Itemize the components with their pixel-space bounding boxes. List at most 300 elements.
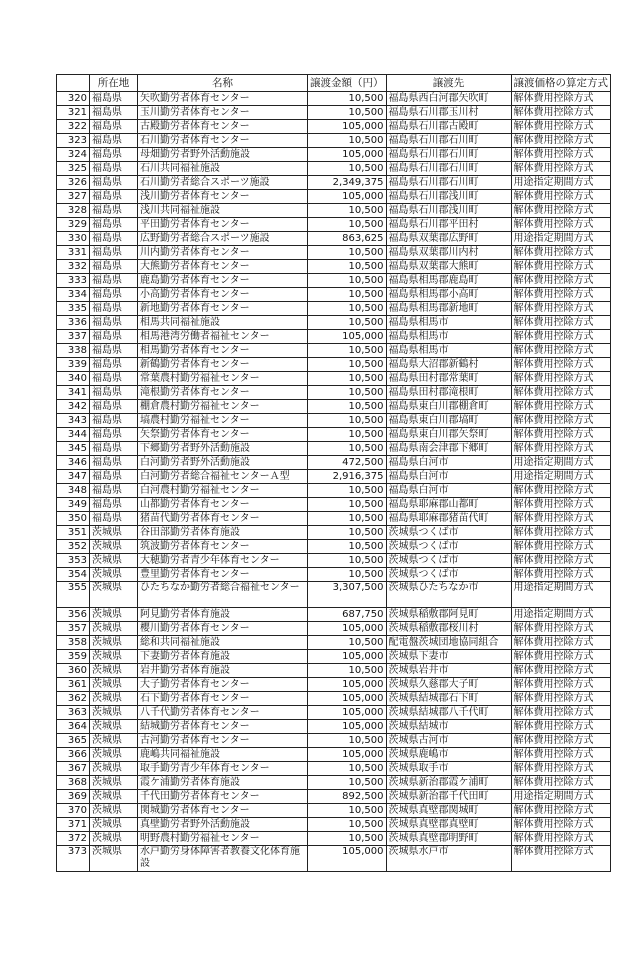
facility-name-cell: 筑波勤労者体育センター: [138, 540, 308, 554]
location-cell: 福島県: [90, 260, 138, 274]
method-cell: 解体費用控除方式: [511, 358, 611, 372]
row-number: 358: [57, 636, 90, 650]
facility-name-cell: 猪苗代勤労者体育センター: [138, 512, 308, 526]
method-cell: 解体費用控除方式: [511, 692, 611, 706]
amount-cell: 10,500: [308, 372, 387, 386]
method-cell: 解体費用控除方式: [511, 484, 611, 498]
amount-cell: 10,500: [308, 568, 387, 582]
recipient-cell: 茨城県ひたちなか市: [386, 582, 511, 608]
recipient-cell: 福島県石川郡石川町: [386, 176, 511, 190]
table-row: [57, 344, 611, 358]
method-cell: 解体費用控除方式: [511, 372, 611, 386]
row-number: 360: [57, 664, 90, 678]
method-cell: 解体費用控除方式: [511, 512, 611, 526]
table-row: [57, 358, 611, 372]
table-body: [57, 92, 611, 872]
recipient-cell: 茨城県つくば市: [386, 568, 511, 582]
header-method: 譲渡価格の算定方式: [511, 75, 611, 92]
table-row: [57, 846, 611, 872]
location-cell: 茨城県: [90, 818, 138, 832]
header-row: [57, 75, 611, 92]
amount-cell: 105,000: [308, 678, 387, 692]
table-row: [57, 148, 611, 162]
location-cell: 茨城県: [90, 608, 138, 622]
row-number: 368: [57, 776, 90, 790]
recipient-cell: 福島県相馬郡小高町: [386, 288, 511, 302]
table-row: [57, 106, 611, 120]
amount-cell: 10,500: [308, 246, 387, 260]
table-row: [57, 622, 611, 636]
table-row: [57, 218, 611, 232]
facility-name-cell: 滝根勤労者体育センター: [138, 386, 308, 400]
method-cell: 解体費用控除方式: [511, 734, 611, 748]
method-cell: 解体費用控除方式: [511, 260, 611, 274]
location-cell: 福島県: [90, 358, 138, 372]
recipient-cell: 福島県石川郡浅川町: [386, 204, 511, 218]
facility-name-cell: 総和共同福祉施設: [138, 636, 308, 650]
recipient-cell: 福島県東白川郡塙町: [386, 414, 511, 428]
recipient-cell: 福島県相馬郡新地町: [386, 302, 511, 316]
recipient-cell: 福島県石川郡浅川町: [386, 190, 511, 204]
amount-cell: 863,625: [308, 232, 387, 246]
facility-name-cell: 下妻勤労者体育施設: [138, 650, 308, 664]
method-cell: 解体費用控除方式: [511, 540, 611, 554]
method-cell: 解体費用控除方式: [511, 554, 611, 568]
facility-name-cell: 相馬勤労者体育センター: [138, 344, 308, 358]
amount-cell: 10,500: [308, 484, 387, 498]
method-cell: 解体費用控除方式: [511, 414, 611, 428]
facility-name-cell: 大子勤労者体育センター: [138, 678, 308, 692]
recipient-cell: 福島県東白川郡矢祭町: [386, 428, 511, 442]
row-number: 330: [57, 232, 90, 246]
row-number: 340: [57, 372, 90, 386]
amount-cell: 105,000: [308, 692, 387, 706]
method-cell: 解体費用控除方式: [511, 636, 611, 650]
location-cell: 福島県: [90, 414, 138, 428]
table-row: [57, 274, 611, 288]
amount-cell: 105,000: [308, 148, 387, 162]
row-number: 338: [57, 344, 90, 358]
location-cell: 福島県: [90, 162, 138, 176]
method-cell: 解体費用控除方式: [511, 92, 611, 106]
amount-cell: 10,500: [308, 512, 387, 526]
row-number: 364: [57, 720, 90, 734]
row-number: 335: [57, 302, 90, 316]
method-cell: 解体費用控除方式: [511, 134, 611, 148]
table-row: [57, 232, 611, 246]
row-number: 353: [57, 554, 90, 568]
header-recipient: 譲渡先: [386, 75, 511, 92]
facility-name-cell: 千代田勤労者体育センター: [138, 790, 308, 804]
method-cell: 解体費用控除方式: [511, 204, 611, 218]
facility-name-cell: 棚倉農村勤労福祉センター: [138, 400, 308, 414]
method-cell: 解体費用控除方式: [511, 274, 611, 288]
recipient-cell: 茨城県真壁郡明野町: [386, 832, 511, 846]
amount-cell: 10,500: [308, 762, 387, 776]
location-cell: 福島県: [90, 428, 138, 442]
recipient-cell: 茨城県真壁郡真壁町: [386, 818, 511, 832]
table-row: [57, 176, 611, 190]
location-cell: 茨城県: [90, 554, 138, 568]
location-cell: 茨城県: [90, 790, 138, 804]
location-cell: 茨城県: [90, 748, 138, 762]
method-cell: 解体費用控除方式: [511, 400, 611, 414]
table-row: [57, 162, 611, 176]
recipient-cell: 茨城県久慈郡大子町: [386, 678, 511, 692]
recipient-cell: 福島県双葉郡大熊町: [386, 260, 511, 274]
table-row: [57, 720, 611, 734]
table-row: [57, 608, 611, 622]
method-cell: 解体費用控除方式: [511, 804, 611, 818]
recipient-cell: 茨城県つくば市: [386, 554, 511, 568]
table-row: [57, 762, 611, 776]
table-row: [57, 414, 611, 428]
recipient-cell: 福島県相馬市: [386, 330, 511, 344]
facility-name-cell: 石下勤労者体育センター: [138, 692, 308, 706]
method-cell: 解体費用控除方式: [511, 218, 611, 232]
row-number: 337: [57, 330, 90, 344]
table-row: [57, 692, 611, 706]
amount-cell: 10,500: [308, 804, 387, 818]
row-number: 333: [57, 274, 90, 288]
amount-cell: 10,500: [308, 92, 387, 106]
row-number: 327: [57, 190, 90, 204]
amount-cell: 10,500: [308, 818, 387, 832]
row-number: 357: [57, 622, 90, 636]
method-cell: 解体費用控除方式: [511, 162, 611, 176]
table-row: [57, 678, 611, 692]
header-amount: 譲渡金額（円）: [308, 75, 387, 92]
table-row: [57, 428, 611, 442]
amount-cell: 10,500: [308, 302, 387, 316]
facility-name-cell: 八千代勤労者体育センター: [138, 706, 308, 720]
recipient-cell: 茨城県稲敷郡桜川村: [386, 622, 511, 636]
facility-name-cell: 石川共同福祉施設: [138, 162, 308, 176]
method-cell: 解体費用控除方式: [511, 246, 611, 260]
method-cell: 解体費用控除方式: [511, 818, 611, 832]
facility-name-cell: 阿見勤労者体育施設: [138, 608, 308, 622]
row-number: 354: [57, 568, 90, 582]
recipient-cell: 茨城県結城郡八千代町: [386, 706, 511, 720]
row-number: 352: [57, 540, 90, 554]
amount-cell: 2,916,375: [308, 470, 387, 484]
method-cell: 解体費用控除方式: [511, 678, 611, 692]
recipient-cell: 福島県石川郡玉川村: [386, 106, 511, 120]
recipient-cell: 福島県石川郡古殿町: [386, 120, 511, 134]
recipient-cell: 福島県東白川郡棚倉町: [386, 400, 511, 414]
recipient-cell: 茨城県結城市: [386, 720, 511, 734]
location-cell: 茨城県: [90, 720, 138, 734]
location-cell: 茨城県: [90, 776, 138, 790]
facility-name-cell: 川内勤労者体育センター: [138, 246, 308, 260]
facility-name-cell: 関城勤労者体育センター: [138, 804, 308, 818]
recipient-cell: 福島県石川郡石川町: [386, 148, 511, 162]
amount-cell: 10,500: [308, 442, 387, 456]
recipient-cell: 福島県大沼郡新鶴村: [386, 358, 511, 372]
row-number: 348: [57, 484, 90, 498]
row-number: 329: [57, 218, 90, 232]
facility-name-cell: 霞ケ浦勤労者体育施設: [138, 776, 308, 790]
method-cell: 解体費用控除方式: [511, 748, 611, 762]
facility-name-cell: 白河農村勤労福祉センター: [138, 484, 308, 498]
recipient-cell: 福島県石川郡石川町: [386, 134, 511, 148]
amount-cell: 105,000: [308, 650, 387, 664]
table-row: [57, 790, 611, 804]
row-number: 332: [57, 260, 90, 274]
location-cell: 福島県: [90, 120, 138, 134]
row-number: 323: [57, 134, 90, 148]
row-number: 355: [57, 582, 90, 608]
row-number: 349: [57, 498, 90, 512]
recipient-cell: 福島県南会津郡下郷町: [386, 442, 511, 456]
facility-name-cell: 谷田部勤労者体育施設: [138, 526, 308, 540]
facility-name-cell: 広野勤労者総合スポーツ施設: [138, 232, 308, 246]
row-number: 321: [57, 106, 90, 120]
method-cell: 用途指定期間方式: [511, 790, 611, 804]
location-cell: 茨城県: [90, 636, 138, 650]
method-cell: 解体費用控除方式: [511, 344, 611, 358]
location-cell: 福島県: [90, 372, 138, 386]
row-number: 324: [57, 148, 90, 162]
location-cell: 茨城県: [90, 762, 138, 776]
table-row: [57, 316, 611, 330]
table-row: [57, 706, 611, 720]
table-row: [57, 330, 611, 344]
recipient-cell: 福島県白河市: [386, 456, 511, 470]
row-number: 346: [57, 456, 90, 470]
method-cell: 解体費用控除方式: [511, 442, 611, 456]
row-number: 345: [57, 442, 90, 456]
amount-cell: 10,500: [308, 106, 387, 120]
amount-cell: 10,500: [308, 274, 387, 288]
location-cell: 福島県: [90, 330, 138, 344]
location-cell: 福島県: [90, 190, 138, 204]
table-row: [57, 498, 611, 512]
location-cell: 福島県: [90, 204, 138, 218]
amount-cell: 105,000: [308, 846, 387, 872]
table-row: [57, 582, 611, 608]
facility-name-cell: 塙農村勤労福祉センター: [138, 414, 308, 428]
row-number: 320: [57, 92, 90, 106]
method-cell: 用途指定期間方式: [511, 456, 611, 470]
recipient-cell: 茨城県古河市: [386, 734, 511, 748]
table-row: [57, 134, 611, 148]
location-cell: 福島県: [90, 400, 138, 414]
recipient-cell: 福島県相馬郡鹿島町: [386, 274, 511, 288]
method-cell: 解体費用控除方式: [511, 832, 611, 846]
row-number: 351: [57, 526, 90, 540]
method-cell: 解体費用控除方式: [511, 650, 611, 664]
table-row: [57, 190, 611, 204]
location-cell: 福島県: [90, 442, 138, 456]
row-number: 372: [57, 832, 90, 846]
row-number: 361: [57, 678, 90, 692]
location-cell: 茨城県: [90, 832, 138, 846]
method-cell: 解体費用控除方式: [511, 720, 611, 734]
row-number: 363: [57, 706, 90, 720]
method-cell: 解体費用控除方式: [511, 498, 611, 512]
amount-cell: 10,500: [308, 344, 387, 358]
recipient-cell: 茨城県鹿嶋市: [386, 748, 511, 762]
table-row: [57, 246, 611, 260]
location-cell: 福島県: [90, 246, 138, 260]
table-row: [57, 554, 611, 568]
recipient-cell: 福島県石川郡平田村: [386, 218, 511, 232]
location-cell: 茨城県: [90, 526, 138, 540]
amount-cell: 105,000: [308, 190, 387, 204]
row-number: 341: [57, 386, 90, 400]
facility-name-cell: 相馬共同福祉施設: [138, 316, 308, 330]
facility-name-cell: 石川勤労者総合スポーツ施設: [138, 176, 308, 190]
location-cell: 福島県: [90, 134, 138, 148]
amount-cell: 10,500: [308, 386, 387, 400]
facility-name-cell: 鹿嶋共同福祉施設: [138, 748, 308, 762]
table-row: [57, 832, 611, 846]
table-row: [57, 650, 611, 664]
facility-name-cell: 矢吹勤労者体育センター: [138, 92, 308, 106]
recipient-cell: 福島県田村郡常葉町: [386, 372, 511, 386]
location-cell: 茨城県: [90, 650, 138, 664]
row-number: 336: [57, 316, 90, 330]
amount-cell: 10,500: [308, 316, 387, 330]
row-number: 343: [57, 414, 90, 428]
header-no: [57, 75, 90, 92]
location-cell: 茨城県: [90, 622, 138, 636]
facility-name-cell: 山都勤労者体育センター: [138, 498, 308, 512]
recipient-cell: 茨城県取手市: [386, 762, 511, 776]
facility-name-cell: 平田勤労者体育センター: [138, 218, 308, 232]
method-cell: 解体費用控除方式: [511, 568, 611, 582]
location-cell: 茨城県: [90, 706, 138, 720]
amount-cell: 10,500: [308, 288, 387, 302]
amount-cell: 10,500: [308, 734, 387, 748]
row-number: 366: [57, 748, 90, 762]
location-cell: 茨城県: [90, 804, 138, 818]
recipient-cell: 茨城県結城郡石下町: [386, 692, 511, 706]
amount-cell: 687,750: [308, 608, 387, 622]
method-cell: 解体費用控除方式: [511, 622, 611, 636]
location-cell: 福島県: [90, 288, 138, 302]
facility-name-cell: 鹿島勤労者体育センター: [138, 274, 308, 288]
amount-cell: 10,500: [308, 134, 387, 148]
table-row: [57, 470, 611, 484]
table-row: [57, 400, 611, 414]
location-cell: 茨城県: [90, 678, 138, 692]
table-row: [57, 302, 611, 316]
location-cell: 福島県: [90, 456, 138, 470]
facility-name-cell: 新鶴勤労者体育センター: [138, 358, 308, 372]
facility-name-cell: 白河勤労者野外活動施設: [138, 456, 308, 470]
table-row: [57, 372, 611, 386]
method-cell: 解体費用控除方式: [511, 316, 611, 330]
amount-cell: 10,500: [308, 260, 387, 274]
row-number: 334: [57, 288, 90, 302]
method-cell: 解体費用控除方式: [511, 148, 611, 162]
table-row: [57, 776, 611, 790]
method-cell: 解体費用控除方式: [511, 846, 611, 872]
facility-name-cell: 明野農村勤労福祉センター: [138, 832, 308, 846]
row-number: 362: [57, 692, 90, 706]
location-cell: 福島県: [90, 512, 138, 526]
table-row: [57, 540, 611, 554]
table-row: [57, 386, 611, 400]
amount-cell: 892,500: [308, 790, 387, 804]
recipient-cell: 福島県相馬市: [386, 316, 511, 330]
method-cell: 用途指定期間方式: [511, 582, 611, 608]
amount-cell: 10,500: [308, 218, 387, 232]
amount-cell: 10,500: [308, 554, 387, 568]
location-cell: 茨城県: [90, 568, 138, 582]
amount-cell: 10,500: [308, 832, 387, 846]
facility-name-cell: ひたちなか勤労者総合福祉センター: [138, 582, 308, 608]
amount-cell: 105,000: [308, 330, 387, 344]
location-cell: 福島県: [90, 176, 138, 190]
row-number: 373: [57, 846, 90, 872]
location-cell: 茨城県: [90, 664, 138, 678]
location-cell: 茨城県: [90, 540, 138, 554]
method-cell: 用途指定期間方式: [511, 608, 611, 622]
row-number: 328: [57, 204, 90, 218]
amount-cell: 105,000: [308, 748, 387, 762]
header-location: 所在地: [90, 75, 138, 92]
table-row: [57, 568, 611, 582]
location-cell: 福島県: [90, 386, 138, 400]
method-cell: 解体費用控除方式: [511, 330, 611, 344]
facility-name-cell: 岩井勤労者体育施設: [138, 664, 308, 678]
row-number: 365: [57, 734, 90, 748]
row-number: 339: [57, 358, 90, 372]
recipient-cell: 茨城県新治郡千代田町: [386, 790, 511, 804]
row-number: 359: [57, 650, 90, 664]
facility-name-cell: 玉川勤労者体育センター: [138, 106, 308, 120]
recipient-cell: 福島県田村郡滝根町: [386, 386, 511, 400]
amount-cell: 3,307,500: [308, 582, 387, 608]
header-name: 名称: [138, 75, 308, 92]
amount-cell: 105,000: [308, 120, 387, 134]
recipient-cell: 福島県西白河郡矢吹町: [386, 92, 511, 106]
amount-cell: 10,500: [308, 498, 387, 512]
amount-cell: 105,000: [308, 622, 387, 636]
row-number: 326: [57, 176, 90, 190]
method-cell: 解体費用控除方式: [511, 190, 611, 204]
recipient-cell: 福島県双葉郡川内村: [386, 246, 511, 260]
table-row: [57, 748, 611, 762]
facility-name-cell: 古殿勤労者体育センター: [138, 120, 308, 134]
row-number: 331: [57, 246, 90, 260]
recipient-cell: 配電盤茨城団地協同組合: [386, 636, 511, 650]
facility-name-cell: 小高勤労者体育センター: [138, 288, 308, 302]
method-cell: 解体費用控除方式: [511, 106, 611, 120]
amount-cell: 2,349,375: [308, 176, 387, 190]
facility-name-cell: 石川勤労者体育センター: [138, 134, 308, 148]
amount-cell: 10,500: [308, 162, 387, 176]
table-row: [57, 512, 611, 526]
recipient-cell: 福島県白河市: [386, 484, 511, 498]
location-cell: 福島県: [90, 316, 138, 330]
location-cell: 福島県: [90, 344, 138, 358]
amount-cell: 10,500: [308, 428, 387, 442]
amount-cell: 10,500: [308, 204, 387, 218]
amount-cell: 10,500: [308, 358, 387, 372]
table-row: [57, 636, 611, 650]
facility-name-cell: 結城勤労者体育センター: [138, 720, 308, 734]
location-cell: 福島県: [90, 470, 138, 484]
facility-name-cell: 古河勤労者体育センター: [138, 734, 308, 748]
facility-name-cell: 母畑勤労者野外活動施設: [138, 148, 308, 162]
facility-name-cell: 矢祭勤労者体育センター: [138, 428, 308, 442]
location-cell: 福島県: [90, 302, 138, 316]
table-row: [57, 260, 611, 274]
